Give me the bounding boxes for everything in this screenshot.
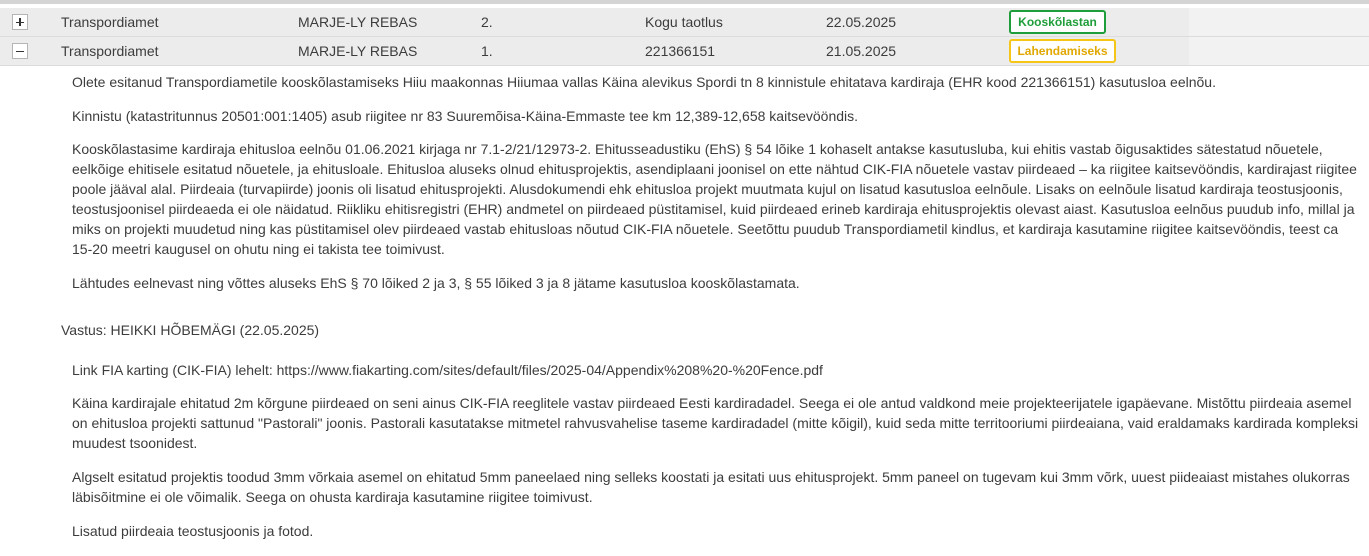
row-filler (1189, 37, 1369, 65)
row-filler (1189, 8, 1369, 36)
row-person: MARJE-LY REBAS (298, 14, 418, 30)
comment-paragraph: Olete esitanud Transpordiametile kooskõlastamiseks Hiiu maakonnas Hiiumaa vallas Käina alevikus Spordi tn 8 kinnistule ehitatava kardiraja (EHR kood 221366151) kasutusloa eelnõu. (72, 74, 1216, 90)
table-row[interactable] (0, 8, 1369, 37)
collapse-minus-icon[interactable] (12, 43, 28, 59)
row-agency: Transpordiamet (61, 14, 159, 30)
comment-paragraph: Lähtudes eelnevast ning võttes aluseks EhS § 70 lõiked 2 ja 3, § 55 lõiked 3 ja 8 jätame kasutusloa kooskõlastamata. (72, 275, 800, 291)
answer-paragraph: Lisatud piirdeaia teostusjoonis ja fotod. (72, 523, 314, 539)
row-number: 1. (481, 43, 493, 59)
row-agency: Transpordiamet (61, 43, 159, 59)
comment-paragraph: Kooskõlastasime kardiraja ehitusloa eelnõu 01.06.2021 kirjaga nr 7.1-2/21/12973-2. Ehitusseadustiku (EhS) § 54 lõike 1 kohaselt antakse kasutusluba, kui ehitis vastab õigusaktides sätestatud nõuetele, eelkõige ehitisele esitatud nõuetele, ja ehitusloale. Ehitusloa aluseks olnud ehitusprojektis, asendiplaani joonisel on ette nähtud CIK-FIA nõuetele vastav piirdeaed – ka riigitee kaitsevööndis, kardirajast riigitee poole jääval alal. Piirdeaia (turvapiirde) joonis oli lisatud ehitusprojekti. Alusdokumendi ehk ehitusloa projekt muutmata kujul on lisatud kasutusloa eelnõule. Lisaks on eelnõule lisatud kardiraja teostusjoonis, teostusjoonisel piirdeaeda ei ole näidatud. Riikliku ehitisregistri (EHR) andmetel on piirdeaed püstitamisel, kuid piirdeaed erineb kardiraja ehitusprojektis olevast aiast. Kasutusloa eelnõus puudub info, millal ja miks on projekti muudetud ning kas püstitamisel olev piirdeaed vastab ehitusloas nõutud CIK-FIA nõuetele. Seetõttu puudub Transpordiametil kindlus, et kardiraja kasutamine riigitee kaitsevööndis, teest ca 15-20 meetri kaugusel on ohutu ning ei takista tee toimivust. (72, 141, 1357, 257)
row-date: 22.05.2025 (826, 14, 897, 30)
row-date: 21.05.2025 (826, 43, 897, 59)
status-badge: Lahendamiseks (1009, 39, 1116, 63)
row-reference: Kogu taotlus (645, 14, 723, 30)
answer-paragraph: Algselt esitatud projektis toodud 3mm võrkaia asemel on ehitatud 5mm paneelaed ning selleks koostati ja esitati uus ehitusprojekt. 5mm paneel on tugevam kui 3mm võrk, uuest piideaiast mistahes olukorras läbisõitmine ei ole võimalik. Seega on ohusta kardiraja kasutamine riigitee toimivust. (72, 469, 1350, 505)
status-badge: Kooskõlastan (1009, 10, 1106, 34)
row-number: 2. (481, 14, 493, 30)
row-person: MARJE-LY REBAS (298, 43, 418, 59)
comment-paragraph: Kinnistu (katastritunnus 20501:001:1405) asub riigitee nr 83 Suuremõisa-Käina-Emmaste tee km 12,389-12,658 kaitsevööndis. (72, 108, 859, 124)
row-reference: 221366151 (645, 43, 716, 59)
expand-plus-icon[interactable] (12, 14, 28, 30)
answer-paragraph: Käina kardirajale ehitatud 2m kõrgune piirdeaed on seni ainus CIK-FIA reeglitele vastav piirdeaed Eesti kardiradadel. Seega ei ole antud valdkond meie projekteerijatele igapäevane. Mistõttu piirdeaia asemel on ehitusloa projekti sattunud "Pastorali" joonis. Pastorali kasutatakse mitmetel rahvusvahelise taseme kardiradadel (mitte kõigil), kuid seda mitte territooriumi piirdeaiana, vaid eraldamaks kardirada kompleksi muudest tsoonidest. (72, 395, 1359, 451)
answer-paragraph: Link FIA karting (CIK-FIA) lehelt: https://www.fiakarting.com/sites/default/files/2025-04/Appendix%208%20-%20Fence.pdf (72, 362, 823, 378)
table-top-border (0, 0, 1369, 4)
answer-header: Vastus: HEIKKI HÕBEMÄGI (22.05.2025) (61, 322, 320, 338)
table-row[interactable] (0, 37, 1369, 66)
